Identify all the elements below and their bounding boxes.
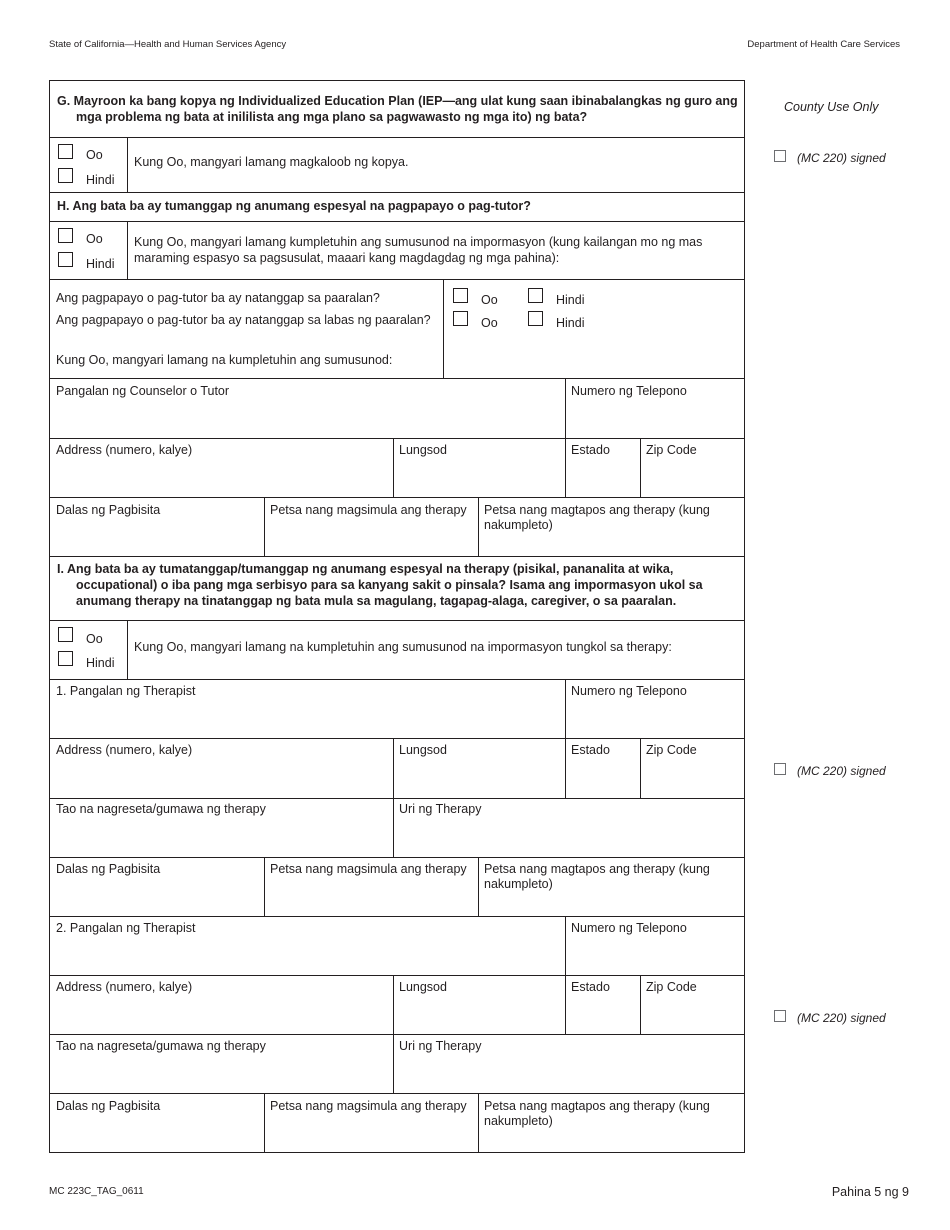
h-school-question: Ang pagpapayo o pag-tutor ba ay natanggap sa paaralan? [56, 291, 380, 305]
therapist1-prescriber-field[interactable]: Tao na nagreseta/gumawa ng therapy [56, 802, 266, 816]
g-no-checkbox[interactable] [58, 168, 73, 183]
question-h: H. Ang bata ba ay tumanggap ng anumang espesyal na pagpapayo o pag-tutor? [57, 199, 531, 213]
therapist2-start-date-field[interactable]: Petsa nang magsimula ang therapy [270, 1099, 467, 1113]
h-no-checkbox[interactable] [58, 252, 73, 267]
h-outside-no-label: Hindi [556, 316, 585, 330]
i-note: Kung Oo, mangyari lamang na kumpletuhin ang sumusunod na impormasyon tungkol sa therapy: [134, 640, 672, 654]
counselor-city-field[interactable]: Lungsod [399, 443, 447, 457]
counselor-end-date-field[interactable]: Petsa nang magtapos ang therapy (kung [484, 503, 710, 517]
h-no-label: Hindi [86, 257, 115, 271]
counselor-address-field[interactable]: Address (numero, kalye) [56, 443, 193, 457]
counselor-phone-field[interactable]: Numero ng Telepono [571, 384, 687, 398]
question-g-line2: mga problema ng bata at inililista ang mga plano sa pagwawasto ng mga ito) ng bata? [76, 110, 588, 124]
county-signed-checkbox-1[interactable] [774, 150, 786, 162]
h-complete-note: Kung Oo, mangyari lamang na kumpletuhin ang sumusunod: [56, 353, 393, 367]
h-school-yes-checkbox[interactable] [453, 288, 468, 303]
therapist1-city-field[interactable]: Lungsod [399, 743, 447, 757]
h-yes-checkbox[interactable] [58, 228, 73, 243]
therapist1-start-date-field[interactable]: Petsa nang magsimula ang therapy [270, 862, 467, 876]
county-signed-label-1: (MC 220) signed [797, 151, 886, 165]
therapist2-phone-field[interactable]: Numero ng Telepono [571, 921, 687, 935]
therapist2-name-field[interactable]: 2. Pangalan ng Therapist [56, 921, 196, 935]
i-yes-checkbox[interactable] [58, 627, 73, 642]
counselor-visits-field[interactable]: Dalas ng Pagbisita [56, 503, 161, 517]
form-id: MC 223C_TAG_0611 [49, 1186, 144, 1197]
department-header: Department of Health Care Services [747, 39, 900, 50]
g-no-label: Hindi [86, 173, 115, 187]
therapist1-state-field[interactable]: Estado [571, 743, 610, 757]
therapist1-end-date-field[interactable]: Petsa nang magtapos ang therapy (kung [484, 862, 710, 876]
therapist2-prescriber-field[interactable]: Tao na nagreseta/gumawa ng therapy [56, 1039, 266, 1053]
h-outside-question: Ang pagpapayo o pag-tutor ba ay natanggap sa labas ng paaralan? [56, 313, 431, 327]
h-note-line1: Kung Oo, mangyari lamang kumpletuhin ang sumusunod na impormasyon (kung kailangan mo ng mas [134, 235, 703, 249]
therapist1-type-field[interactable]: Uri ng Therapy [399, 802, 482, 816]
therapist2-visits-field[interactable]: Dalas ng Pagbisita [56, 1099, 161, 1113]
county-signed-label-3: (MC 220) signed [797, 1011, 886, 1025]
h-school-no-checkbox[interactable] [528, 288, 543, 303]
therapist2-type-field[interactable]: Uri ng Therapy [399, 1039, 482, 1053]
counselor-state-field[interactable]: Estado [571, 443, 610, 457]
therapist2-zip-field[interactable]: Zip Code [646, 980, 697, 994]
h-yes-label: Oo [86, 232, 103, 246]
counselor-end-date-note: nakumpleto) [484, 518, 553, 532]
county-use-title: County Use Only [784, 100, 879, 114]
question-i-line2: occupational) o iba pang mga serbisyo para sa kanyang sakit o pinsala? Isama ang impormasyon ukol sa [76, 578, 703, 592]
counselor-name-field[interactable]: Pangalan ng Counselor o Tutor [56, 384, 230, 398]
county-signed-checkbox-3[interactable] [774, 1010, 786, 1022]
h-outside-yes-checkbox[interactable] [453, 311, 468, 326]
h-school-yes-label: Oo [481, 293, 498, 307]
therapist1-phone-field[interactable]: Numero ng Telepono [571, 684, 687, 698]
county-signed-checkbox-2[interactable] [774, 763, 786, 775]
therapist2-city-field[interactable]: Lungsod [399, 980, 447, 994]
h-school-no-label: Hindi [556, 293, 585, 307]
h-note-line2: maraming espasyo sa pagsusulat, maaari kang magdagdag ng mga pahina): [134, 251, 560, 265]
h-outside-no-checkbox[interactable] [528, 311, 543, 326]
page-number: Pahina 5 ng 9 [831, 1185, 909, 1199]
therapist1-name-field[interactable]: 1. Pangalan ng Therapist [56, 684, 196, 698]
h-outside-yes-label: Oo [481, 316, 498, 330]
counselor-zip-field[interactable]: Zip Code [646, 443, 697, 457]
i-yes-label: Oo [86, 632, 103, 646]
g-yes-label: Oo [86, 148, 103, 162]
i-no-checkbox[interactable] [58, 651, 73, 666]
therapist1-visits-field[interactable]: Dalas ng Pagbisita [56, 862, 161, 876]
g-note: Kung Oo, mangyari lamang magkaloob ng kopya. [134, 155, 409, 169]
therapist1-end-date-note: nakumpleto) [484, 877, 553, 891]
therapist2-end-date-note: nakumpleto) [484, 1114, 553, 1128]
question-i-line1: I. Ang bata ba ay tumatanggap/tumanggap ng anumang espesyal na therapy (pisikal, pananalita at wika, [57, 562, 674, 576]
question-g-line1: G. Mayroon ka bang kopya ng Individualized Education Plan (IEP—ang ulat kung saan ibinabalangkas ng guro ang [57, 94, 738, 108]
therapist2-end-date-field[interactable]: Petsa nang magtapos ang therapy (kung [484, 1099, 710, 1113]
counselor-start-date-field[interactable]: Petsa nang magsimula ang therapy [270, 503, 467, 517]
therapist2-address-field[interactable]: Address (numero, kalye) [56, 980, 193, 994]
therapist1-zip-field[interactable]: Zip Code [646, 743, 697, 757]
therapist1-address-field[interactable]: Address (numero, kalye) [56, 743, 193, 757]
agency-header: State of California—Health and Human Services Agency [49, 39, 287, 50]
i-no-label: Hindi [86, 656, 115, 670]
g-yes-checkbox[interactable] [58, 144, 73, 159]
county-signed-label-2: (MC 220) signed [797, 764, 886, 778]
question-i-line3: anumang therapy na tinatanggap ng bata mula sa magulang, tagapag-alaga, caregiver, o sa paaralan. [76, 594, 677, 608]
therapist2-state-field[interactable]: Estado [571, 980, 610, 994]
form-table [49, 80, 745, 1153]
